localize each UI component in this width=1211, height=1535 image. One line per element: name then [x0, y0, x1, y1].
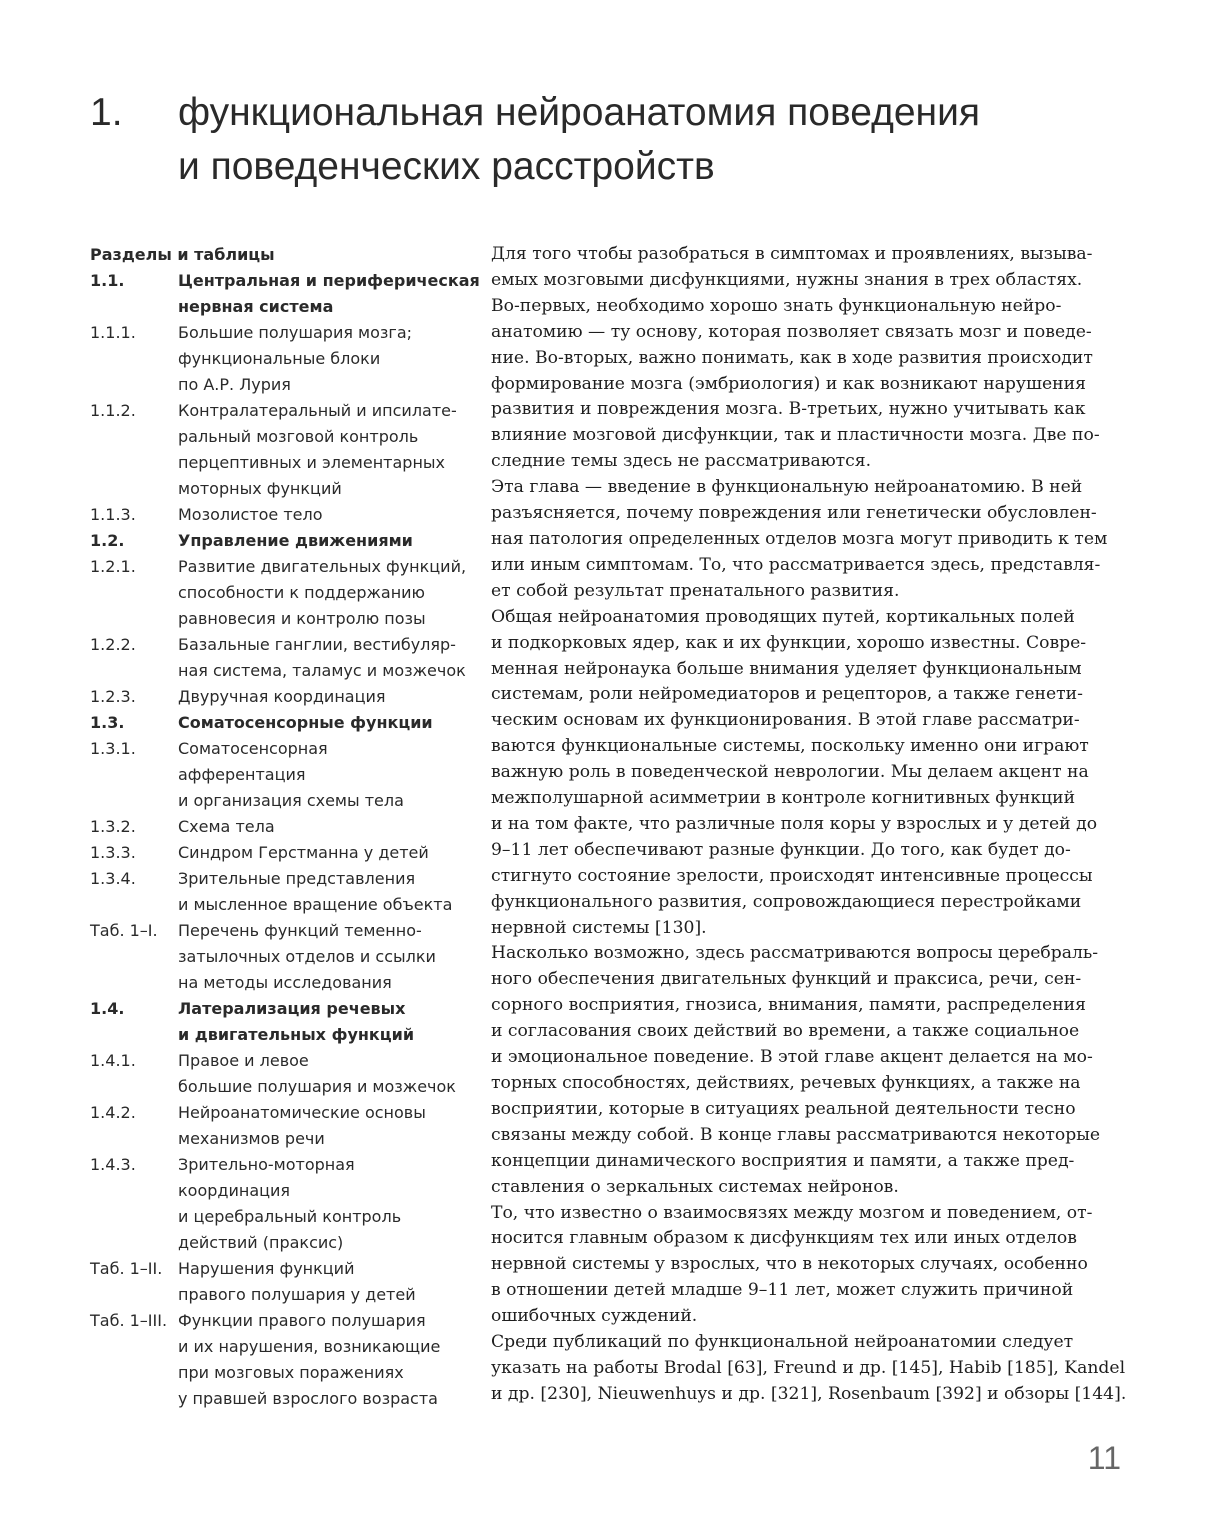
- chapter-title: [178, 86, 1130, 194]
- body-line: системам, роли нейромедиаторов и рецепторов, а также генети-: [491, 684, 1083, 705]
- toc-sidebar: [90, 242, 480, 1412]
- body-line: Среди публикаций по функциональной нейроанатомии следует: [491, 1332, 1074, 1353]
- toc-entry-line: большие полушария и мозжечок: [178, 1077, 456, 1096]
- body-line: указать на работы Brodal [63], Freund и др. [145], Habib [185], Kandel: [491, 1357, 1126, 1378]
- toc-entry: [90, 554, 475, 632]
- body-line: или иным симптомам. То, что рассматривается здесь, представля-: [491, 554, 1101, 575]
- body-line: анатомию — ту основу, которая позволяет связать мозг и поведе-: [491, 321, 1092, 342]
- body-line: Эта глава — введение в функциональную нейроанатомию. В ней: [491, 477, 1083, 498]
- body-line: Общая нейроанатомия проводящих путей, кортикальных полей: [491, 606, 1075, 627]
- body-line: влияние мозговой дисфункции, так и пластичности мозга. Две по-: [491, 425, 1100, 446]
- toc-entry-number: 1.3.4.: [90, 869, 136, 888]
- body-line: связаны между собой. В конце главы рассматриваются некоторые: [491, 1124, 1101, 1145]
- toc-entry-line: равновесия и контролю позы: [178, 609, 426, 628]
- toc-entry-title: [178, 398, 475, 502]
- toc-entry-line: Перечень функций теменно-: [178, 921, 422, 940]
- toc-entry-number: Таб. 1–I.: [90, 921, 158, 940]
- toc-entry-title: [178, 528, 475, 554]
- body-line: сорного восприятия, гнозиса, внимания, памяти, распределения: [491, 995, 1086, 1016]
- body-line: ваются функциональные системы, поскольку именно они играют: [491, 736, 1089, 757]
- chapter-number: 1.: [90, 91, 123, 134]
- toc-entry-line: и организация схемы тела: [178, 791, 404, 810]
- body-line: следние темы здесь не рассматриваются.: [491, 451, 872, 472]
- toc-entry-number: 1.4.2.: [90, 1103, 136, 1122]
- body-line: нервной системы [130].: [491, 917, 707, 938]
- toc-entry-number: 1.1.1.: [90, 323, 136, 342]
- toc-entries: [90, 268, 480, 1412]
- toc-entry-line: перцептивных и элементарных: [178, 453, 446, 472]
- body-line: важную роль в поведенческой неврологии. Мы делаем акцент на: [491, 762, 1089, 783]
- toc-entry-line: способности к поддержанию: [178, 583, 426, 602]
- toc-entry: [90, 866, 475, 918]
- toc-entry-line: Нейроанатомические основы: [178, 1103, 426, 1122]
- toc-entry-line: у правшей взрослого возраста: [178, 1389, 438, 1408]
- toc-entry-line: при мозговых поражениях: [178, 1363, 404, 1382]
- toc-entry: [90, 398, 475, 502]
- toc-entry-line: затылочных отделов и ссылки: [178, 947, 436, 966]
- body-line: ного обеспечения двигательных функций и праксиса, речи, сен-: [491, 969, 1082, 990]
- toc-entry-title: [178, 736, 475, 814]
- toc-entry-line: по А.Р. Лурия: [178, 375, 291, 394]
- toc-entry-title: [178, 840, 475, 866]
- toc-entry: [90, 996, 475, 1048]
- toc-entry-line: и двигательных функций: [178, 1025, 415, 1044]
- body-line: и подкорковых ядер, как и их функции, хорошо известны. Совре-: [491, 632, 1087, 653]
- toc-entry-line: действий (праксис): [178, 1233, 344, 1252]
- toc-entry-line: координация: [178, 1181, 291, 1200]
- toc-entry-number: 1.1.: [90, 271, 125, 290]
- toc-entry: [90, 1308, 475, 1412]
- body-line: концепции динамического восприятия и памяти, а также пред-: [491, 1150, 1075, 1171]
- toc-entry-line: механизмов речи: [178, 1129, 325, 1148]
- toc-entry-number: 1.4.1.: [90, 1051, 136, 1070]
- toc-entry: [90, 1048, 475, 1100]
- toc-entry-line: моторных функций: [178, 479, 342, 498]
- toc-entry-title: [178, 1152, 475, 1256]
- body-line: Для того чтобы разобраться в симптомах и проявлениях, вызыва-: [491, 244, 1093, 264]
- toc-entry-number: 1.4.3.: [90, 1155, 136, 1174]
- toc-entry-title: [178, 1256, 475, 1308]
- toc-entry-title: [178, 502, 475, 528]
- body-line: и согласования своих действий во времени, а также социальное: [491, 1021, 1080, 1042]
- toc-entry-title: [178, 996, 475, 1048]
- chapter-title-line: и поведенческих расстройств: [178, 145, 715, 188]
- body-line: нервной системы у взрослых, что в некоторых случаях, особенно: [491, 1254, 1088, 1275]
- body-line: ние. Во-вторых, важно понимать, как в ходе развития происходит: [491, 347, 1093, 368]
- body-line: 9–11 лет обеспечивают разные функции. До того, как будет до-: [491, 839, 1071, 860]
- toc-entry-title: [178, 710, 475, 736]
- toc-entry-title: [178, 866, 475, 918]
- toc-entry: [90, 1100, 475, 1152]
- chapter-heading: [90, 86, 1130, 194]
- toc-entry-number: 1.2.: [90, 531, 125, 550]
- body-text: [491, 242, 1131, 1408]
- toc-entry: [90, 632, 475, 684]
- toc-entry-line: правого полушария у детей: [178, 1285, 416, 1304]
- body-line: Насколько возможно, здесь рассматриваются вопросы церебраль-: [491, 943, 1099, 964]
- body-line: и эмоциональное поведение. В этой главе акцент делается на мо-: [491, 1047, 1093, 1068]
- toc-entry: [90, 918, 475, 996]
- toc-entry-line: Двуручная координация: [178, 687, 386, 706]
- toc-entry: [90, 502, 475, 528]
- body-line: и др. [230], Nieuwenhuys и др. [321], Rosenbaum [392] и обзоры [144].: [491, 1383, 1127, 1404]
- toc-entry-title: [178, 554, 475, 632]
- body-line: менная нейронаука больше внимания уделяет функциональным: [491, 658, 1082, 679]
- toc-entry-number: 1.2.1.: [90, 557, 136, 576]
- toc-entry-title: [178, 1100, 475, 1152]
- toc-entry-line: Базальные ганглии, вестибуляр-: [178, 635, 456, 654]
- body-line: ет собой результат пренатального развития.: [491, 580, 900, 601]
- toc-entry-title: [178, 918, 475, 996]
- toc-entry-line: Развитие двигательных функций,: [178, 557, 467, 576]
- toc-entry-number: 1.3.: [90, 713, 125, 732]
- toc-entry: [90, 736, 475, 814]
- body-line: стигнуто состояние зрелости, происходят интенсивные процессы: [491, 865, 1093, 886]
- toc-entry-line: Контралатеральный и ипсилате-: [178, 401, 457, 420]
- toc-entry-number: 1.3.2.: [90, 817, 136, 836]
- toc-entry-title: [178, 268, 480, 320]
- body-line: емых мозговыми дисфункциями, нужны знания в трех областях.: [491, 269, 1083, 290]
- toc-entry-line: ная система, таламус и мозжечок: [178, 661, 466, 680]
- body-line: ошибочных суждений.: [491, 1306, 698, 1327]
- toc-heading: Разделы и таблицы: [90, 245, 275, 264]
- toc-entry-title: [178, 320, 475, 398]
- toc-entry-title: [178, 814, 475, 840]
- body-line: разъясняется, почему повреждения или генетически обусловлен-: [491, 503, 1097, 524]
- toc-entry-line: Зрительно-моторная: [178, 1155, 355, 1174]
- toc-entry-title: [178, 1308, 475, 1412]
- toc-entry: [90, 684, 475, 710]
- toc-entry-number: 1.1.3.: [90, 505, 136, 524]
- toc-entry: [90, 320, 475, 398]
- body-line: ческим основам их функционирования. В этой главе рассматри-: [491, 710, 1080, 731]
- toc-entry-line: Управление движениями: [178, 531, 413, 550]
- toc-entry: [90, 528, 475, 554]
- toc-entry-line: Правое и левое: [178, 1051, 309, 1070]
- body-line: То, что известно о взаимосвязях между мозгом и поведением, от-: [491, 1202, 1093, 1223]
- body-line: в отношении детей младше 9–11 лет, может служить причиной: [491, 1280, 1074, 1301]
- body-line: формирование мозга (эмбриология) и как возникают нарушения: [491, 373, 1086, 394]
- toc-entry-title: [178, 632, 475, 684]
- toc-entry-line: афферентация: [178, 765, 306, 784]
- toc-entry-title: [178, 684, 475, 710]
- toc-entry-line: Соматосенсорная: [178, 739, 328, 758]
- toc-entry-number: 1.1.2.: [90, 401, 136, 420]
- toc-entry-line: и церебральный контроль: [178, 1207, 402, 1226]
- body-line: функционального развития, сопровождающиеся перестройками: [491, 891, 1082, 912]
- body-line: развития и повреждения мозга. В-третьих, нужно учитывать как: [491, 399, 1086, 420]
- toc-entry-line: и их нарушения, возникающие: [178, 1337, 441, 1356]
- toc-entry-line: функциональные блоки: [178, 349, 381, 368]
- body-line: межполушарной асимметрии в контроле когнитивных функций: [491, 788, 1076, 809]
- toc-entry-number: Таб. 1–II.: [90, 1259, 163, 1278]
- body-line: торных способностях, действиях, речевых функциях, а также на: [491, 1073, 1081, 1093]
- page-number: 11: [1087, 1440, 1121, 1476]
- toc-entry-line: на методы исследования: [178, 973, 392, 992]
- toc-entry: [90, 840, 475, 866]
- toc-entry-number: 1.2.3.: [90, 687, 136, 706]
- toc-entry-line: Мозолистое тело: [178, 505, 323, 524]
- toc-entry-number: 1.4.: [90, 999, 125, 1018]
- body-line: и на том факте, что различные поля коры у взрослых и у детей до: [491, 813, 1098, 834]
- body-line: Во-первых, необходимо хорошо знать функциональную нейро-: [491, 295, 1062, 316]
- toc-entry-line: Зрительные представления: [178, 869, 416, 888]
- toc-entry-line: Функции правого полушария: [178, 1311, 426, 1330]
- toc-entry-line: Латерализация речевых: [178, 999, 406, 1018]
- toc-entry-line: Большие полушария мозга;: [178, 323, 413, 342]
- toc-entry-number: 1.2.2.: [90, 635, 136, 654]
- toc-entry: [90, 1152, 475, 1256]
- toc-entry: [90, 710, 475, 736]
- chapter-title-line: функциональная нейроанатомия поведения: [178, 91, 980, 134]
- body-line: ставления о зеркальных системах нейронов.: [491, 1176, 899, 1197]
- toc-entry-line: Синдром Герстманна у детей: [178, 843, 429, 862]
- toc-entry-line: Центральная и периферическая: [178, 271, 480, 290]
- toc-entry: [90, 268, 480, 320]
- toc-entry-line: Соматосенсорные функции: [178, 713, 433, 732]
- toc-entry-line: Схема тела: [178, 817, 275, 836]
- toc-entry-line: Нарушения функций: [178, 1259, 355, 1278]
- toc-entry: [90, 1256, 475, 1308]
- toc-entry-number: 1.3.3.: [90, 843, 136, 862]
- toc-entry-line: нервная система: [178, 297, 334, 316]
- toc-entry-line: и мысленное вращение объекта: [178, 895, 453, 914]
- toc-entry: [90, 814, 475, 840]
- toc-entry-title: [178, 1048, 475, 1100]
- toc-entry-number: Таб. 1–III.: [90, 1311, 168, 1330]
- body-line: носится главным образом к дисфункциям тех или иных отделов: [491, 1228, 1077, 1249]
- body-line: восприятии, которые в ситуациях реальной деятельности тесно: [491, 1098, 1076, 1119]
- body-line: ная патология определенных отделов мозга могут приводить к тем: [491, 528, 1108, 549]
- toc-entry-line: ральный мозговой контроль: [178, 427, 419, 446]
- toc-entry-number: 1.3.1.: [90, 739, 136, 758]
